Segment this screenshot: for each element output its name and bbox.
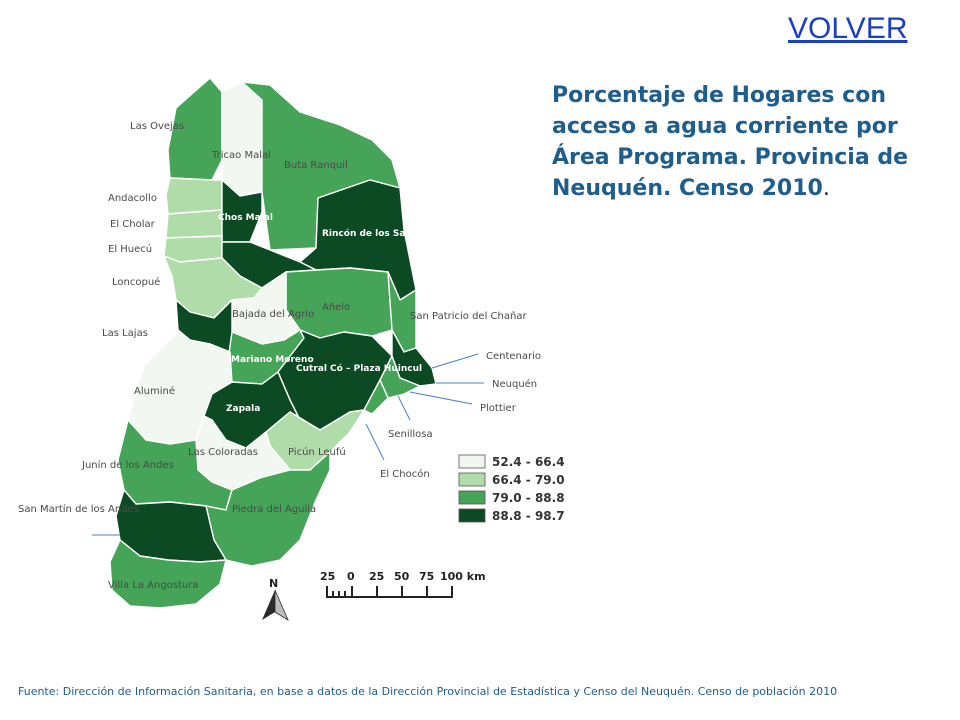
label-chos-malal: Chos Malal — [218, 213, 273, 223]
legend-swatch-2 — [459, 473, 485, 486]
scale-tick-label: 25 — [320, 570, 336, 583]
region-el-huecu[interactable] — [164, 236, 222, 262]
legend-swatch-4 — [459, 509, 485, 522]
north-arrow-icon — [262, 577, 288, 620]
label-bajada-del-agrio: Bajada del Agrio — [232, 309, 315, 320]
legend-label-3: 79.0 - 88.8 — [492, 491, 565, 505]
label-mariano-moreno: Mariano Moreno — [231, 355, 314, 365]
source-note: Fuente: Dirección de Información Sanitaria, en base a datos de la Dirección Provincial de Estadística y Censo del Neuquén. Censo de población 2010 — [18, 685, 838, 698]
label-zapala: Zapala — [226, 404, 261, 414]
legend-label-2: 66.4 - 79.0 — [492, 473, 565, 487]
label-andacollo: Andacollo — [108, 193, 157, 204]
label-las-lajas: Las Lajas — [102, 328, 148, 339]
scale-tick-label: 75 — [419, 570, 435, 583]
label-el-chocon: El Chocón — [380, 469, 430, 480]
label-san-martin: San Martín de los Andes — [18, 504, 139, 515]
label-loncopue: Loncopué — [112, 277, 161, 288]
label-san-patricio: San Patricio del Chañar — [410, 311, 527, 322]
label-alumine: Aluminé — [134, 386, 175, 397]
map-title-period: . — [822, 176, 830, 201]
leader-plottier — [410, 392, 472, 404]
label-cutral-co: Cutral Có – Plaza Huincul — [296, 364, 423, 374]
scale-bar — [320, 570, 486, 598]
volver-link[interactable]: VOLVER — [788, 12, 908, 45]
label-el-cholar: El Cholar — [110, 219, 155, 230]
region-andacollo[interactable] — [166, 178, 222, 214]
label-villa-la-angostura: Villa La Angostura — [108, 580, 199, 591]
region-tricao-malal[interactable] — [222, 82, 262, 196]
scale-tick-label: 50 — [394, 570, 410, 583]
leader-centenario — [432, 354, 478, 368]
scale-tick-label: 25 — [369, 570, 385, 583]
label-buta-ranquil: Buta Ranquil — [284, 160, 348, 171]
label-picun-leufu: Picún Leufú — [288, 447, 346, 458]
label-rincon: Rincón de los Sauces — [322, 229, 429, 239]
legend-label-4: 88.8 - 98.7 — [492, 509, 565, 523]
legend-swatch-1 — [459, 455, 485, 468]
label-tricao-malal: Tricao Malal — [212, 150, 271, 161]
legend-swatch-3 — [459, 491, 485, 504]
legend-label-1: 52.4 - 66.4 — [492, 455, 565, 469]
label-neuquen: Neuquén — [492, 379, 538, 390]
label-junin: Junín de los Andes — [82, 460, 174, 471]
leader-senillosa — [398, 396, 410, 420]
map-title-text: Porcentaje de Hogares con acceso a agua corriente por Área Programa. Provincia de Neuquén. Censo 2010 — [552, 83, 909, 201]
label-piedra-del-aguila: Piedra del Aguila — [232, 504, 317, 515]
label-anelo: Añelo — [322, 302, 351, 313]
label-el-huecu: El Huecú — [108, 244, 153, 255]
region-el-cholar[interactable] — [166, 210, 222, 238]
legend — [459, 455, 565, 523]
scale-tick-label: 0 — [347, 570, 355, 583]
north-label: N — [269, 577, 279, 590]
label-centenario: Centenario — [486, 351, 542, 362]
scale-tick-label: 100 km — [440, 570, 486, 583]
label-senillosa: Senillosa — [388, 429, 433, 440]
leader-el-chocon — [366, 424, 384, 460]
label-las-ovejas: Las Ovejas — [130, 121, 185, 132]
label-plottier: Plottier — [480, 403, 516, 414]
label-las-coloradas: Las Coloradas — [188, 447, 259, 458]
